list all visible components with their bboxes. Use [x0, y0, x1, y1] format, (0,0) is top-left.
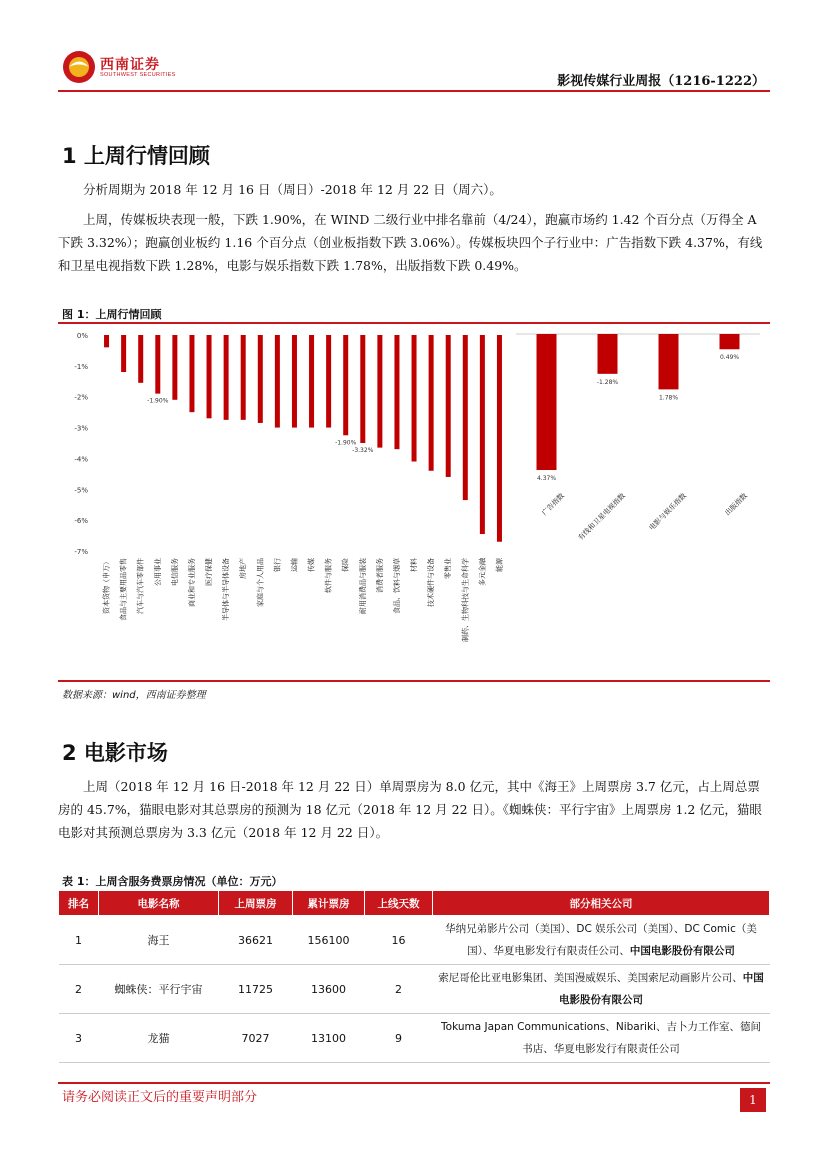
paragraph-market-summary: 上周，传媒板块表现一般，下跌 1.90%，在 WIND 二级行业中排名靠前（4/24），跑赢市场约 1.42 个百分点（万得全 A 下跌 3.32%）；跑赢创业板约 1.16 个百分点（创业板指数下跌 3.06%）。传媒板块四个子行业中：广告指数下跌 4.37%，有线和卫星电视指数下跌 1.28%，电影与娱乐指数下跌 1.78%，出版指数下跌 0.49%。: [58, 212, 763, 273]
y-tick-label: -5%: [74, 486, 88, 495]
x-tick-label: 资本货物（申万）: [102, 558, 111, 614]
x-tick-label: 食品、饮料与烟草: [392, 558, 401, 614]
week-box-office-cell: 7027: [219, 1014, 293, 1063]
bar: [155, 335, 160, 394]
x-tick-label: 出版指数: [723, 491, 749, 518]
film-name-cell: 海王: [99, 916, 219, 965]
bar: [309, 335, 314, 428]
footer-divider: [58, 1082, 770, 1084]
paragraph-box-office: 上周（2018 年 12 月 16 日-2018 年 12 月 22 日）单周票房为 8.0 亿元，其中《海王》上周票房 3.7 亿元，占上周总票房的 45.7%，猫眼电影对其总票房的预测为 18 亿元（2018 年 12 月 22 日）。《蜘蛛侠：平行宇宙》上周票房 1.2 亿元，猫眼电影对其预测总票房为 3.3 亿元（2018 年 12 月 22 日）。: [58, 779, 762, 840]
bar: [224, 335, 229, 420]
companies-highlight: 中国电影股份有限公司: [629, 945, 735, 957]
companies-text: 索尼哥伦比亚电影集团、美国漫威娱乐、美国索尼动画影片公司、: [438, 972, 743, 984]
figure-title: 图 1：上周行情回顾: [62, 308, 162, 321]
total-box-office-cell: 156100: [293, 916, 365, 965]
x-tick-label: 电影与娱乐指数: [647, 491, 688, 533]
column-header: 上周票房: [219, 891, 293, 916]
x-tick-label: 传媒: [307, 558, 316, 572]
y-tick-label: -6%: [74, 517, 88, 526]
x-tick-label: 技术硬件与设备: [427, 558, 436, 607]
x-tick-label: 零售业: [444, 558, 453, 579]
market-review-chart: [58, 326, 770, 678]
header-divider: [58, 90, 770, 92]
y-tick-label: -1%: [74, 362, 88, 371]
bar: [659, 334, 679, 389]
companies-text: Tokuma Japan Communications、Nibariki、吉卜力工作室、德间书店、华夏电影发行有限责任公司: [441, 1021, 761, 1055]
days-cell: 16: [365, 916, 433, 965]
x-tick-label: 医疗保健: [205, 558, 214, 586]
companies-highlight: 中国电影股份有限公司: [559, 972, 764, 1006]
data-label: 4.37%: [536, 475, 557, 482]
film-name-cell: 龙猫: [99, 1014, 219, 1063]
x-tick-label: 多元金融: [478, 558, 487, 586]
film-name-cell: 蜘蛛侠：平行宇宙: [99, 965, 219, 1014]
table-header-row: [59, 891, 770, 916]
x-tick-label: 电信服务: [170, 558, 179, 586]
bar: [241, 335, 246, 420]
data-label: -1.90%: [147, 397, 169, 405]
data-label: -3.32%: [352, 447, 374, 454]
bar: [275, 335, 280, 428]
x-tick-label: 食品与主要用品零售: [119, 558, 128, 621]
x-tick-label: 能源: [495, 558, 504, 572]
bar: [292, 335, 297, 428]
x-tick-label: 家庭与个人用品: [256, 558, 265, 607]
column-header: 上线天数: [365, 891, 433, 916]
company-logo-en: SOUTHWEST SECURITIES: [100, 72, 176, 78]
bar: [189, 335, 194, 412]
data-label: -1.28%: [596, 378, 619, 386]
bar: [412, 335, 417, 462]
bar: [537, 334, 557, 470]
x-tick-label: 消费者服务: [375, 558, 384, 593]
x-tick-label: 广告指数: [540, 491, 566, 518]
total-box-office-cell: 13600: [293, 965, 365, 1014]
data-label: 1.78%: [658, 394, 679, 402]
company-logo-text: 西南证券: [100, 57, 160, 73]
bar: [497, 335, 502, 542]
x-tick-label: 房地产: [239, 558, 248, 579]
y-tick-label: -2%: [74, 393, 88, 402]
x-tick-label: 公用事业: [153, 558, 162, 586]
x-tick-label: 运输: [290, 558, 299, 572]
column-header: 部分相关公司: [433, 891, 770, 916]
figure-top-divider: [58, 322, 770, 324]
x-tick-label: 半导体与半导体设备: [222, 558, 231, 621]
x-tick-label: 软件与服务: [324, 558, 333, 593]
bar: [138, 335, 143, 383]
x-tick-label: 有线和卫星电视指数: [576, 491, 627, 542]
companies-cell: [433, 965, 770, 1014]
week-box-office-cell: 11725: [219, 965, 293, 1014]
bar: [446, 335, 451, 477]
rank-cell: 2: [59, 965, 99, 1014]
bar: [343, 335, 348, 435]
companies-cell: [433, 916, 770, 965]
bar: [429, 335, 434, 471]
table-row: [59, 1014, 770, 1063]
companies-text: 华纳兄弟影片公司（美国）、DC 娱乐公司（美国）、DC Comic（美国）、华夏电影发行有限责任公司、: [445, 923, 757, 957]
bar: [377, 335, 382, 448]
bar: [104, 335, 109, 347]
paragraph-period: 分析周期为 2018 年 12 月 16 日（周日）-2018 年 12 月 22 日（周六）。: [83, 182, 502, 197]
section-heading-market-review: 1 上周行情回顾: [62, 144, 210, 168]
table-row: [59, 965, 770, 1014]
y-tick-label: -3%: [74, 424, 88, 433]
footer-notice: 请务必阅读正文后的重要声明部分: [62, 1090, 258, 1105]
data-label: 0.49%: [719, 354, 740, 362]
figure-source: 数据来源：wind，西南证券整理: [62, 690, 206, 701]
rank-cell: 1: [59, 916, 99, 965]
bar: [258, 335, 263, 423]
y-tick-label: -4%: [74, 455, 88, 464]
x-tick-label: 耐用消费品与服装: [358, 558, 367, 614]
bar: [326, 335, 331, 428]
x-tick-label: 材料: [410, 558, 419, 572]
bar: [720, 334, 740, 349]
column-header: 累计票房: [293, 891, 365, 916]
total-box-office-cell: 13100: [293, 1014, 365, 1063]
company-logo-icon: [62, 50, 96, 84]
column-header: 电影名称: [99, 891, 219, 916]
bar: [598, 334, 618, 374]
figure-bottom-divider: [58, 680, 770, 682]
days-cell: 9: [365, 1014, 433, 1063]
days-cell: 2: [365, 965, 433, 1014]
table-title: 表 1：上周含服务费票房情况（单位：万元）: [62, 875, 283, 888]
bar: [121, 335, 126, 372]
x-tick-label: 保险: [341, 558, 350, 572]
y-tick-label: -7%: [74, 548, 88, 556]
x-tick-label: 商业和专业服务: [187, 558, 196, 607]
x-tick-label: 制药、生物科技与生命科学: [461, 558, 470, 642]
companies-cell: [433, 1014, 770, 1063]
box-office-table: [58, 890, 770, 1063]
report-title: 影视传媒行业周报（1216-1222）: [557, 74, 765, 89]
bar: [207, 335, 212, 418]
column-header: 排名: [59, 891, 99, 916]
week-box-office-cell: 36621: [219, 916, 293, 965]
data-label: -1.90%: [335, 439, 357, 447]
bar: [360, 335, 365, 443]
x-tick-label: 银行: [273, 558, 282, 572]
table-row: [59, 916, 770, 965]
bar: [480, 335, 485, 534]
x-tick-label: 汽车与汽车零部件: [136, 558, 145, 614]
section-heading-film-market: 2 电影市场: [62, 741, 168, 765]
rank-cell: 3: [59, 1014, 99, 1063]
page-number: 1: [740, 1088, 766, 1112]
y-tick-label: 0%: [76, 332, 88, 340]
bar: [172, 335, 177, 400]
bar: [463, 335, 468, 500]
bar: [394, 335, 399, 449]
